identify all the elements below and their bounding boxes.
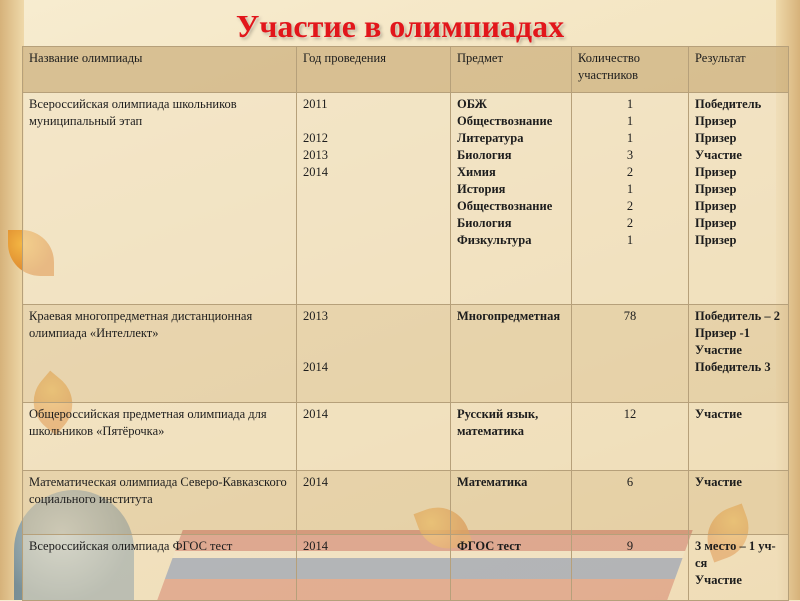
participants-cell: [572, 403, 689, 471]
subject-cell: [451, 93, 572, 305]
olympiad-name-cell: Общероссийская предметная олимпиада для школьников «Пятёрочка»: [23, 403, 297, 471]
column-header: Год проведения: [297, 47, 451, 93]
table-row: [23, 305, 789, 403]
year-cell: [297, 403, 451, 471]
year-value: 2014: [303, 407, 328, 421]
participants-value: 1: [626, 182, 634, 196]
olympiad-name-cell: Математическая олимпиада Северо-Кавказского социального института: [23, 471, 297, 535]
year-value: [303, 342, 444, 359]
olympiad-table: [22, 46, 789, 601]
result-value: Призер: [695, 233, 737, 247]
participants-value: 12: [623, 407, 637, 421]
participants-cell: [572, 93, 689, 305]
year-value: 2013: [303, 309, 328, 323]
participants-value: 3: [626, 148, 634, 162]
result-cell: [689, 403, 789, 471]
year-value: 2013: [303, 148, 328, 162]
subject-value: Биология: [457, 216, 512, 230]
result-cell: [689, 471, 789, 535]
olympiad-name-cell: Краевая многопредметная дистанционная олимпиада «Интеллект»: [23, 305, 297, 403]
subject-value: Литература: [457, 131, 524, 145]
result-value: Победитель – 2: [695, 309, 781, 323]
subject-value: Математика: [457, 475, 528, 489]
year-cell: [297, 93, 451, 305]
result-value: Призер: [695, 131, 737, 145]
year-value: 2014: [303, 165, 328, 179]
subject-value: ОБЖ: [457, 97, 488, 111]
result-value: Призер: [695, 199, 737, 213]
subject-cell: [451, 305, 572, 403]
table-row: [23, 93, 789, 305]
subject-value: Русский язык, математика: [457, 407, 539, 438]
subject-value: Обществознание: [457, 114, 553, 128]
subject-value: История: [457, 182, 506, 196]
year-cell: [297, 535, 451, 601]
result-value: Победитель 3: [695, 360, 771, 374]
participants-value: 6: [626, 475, 634, 489]
column-header: Количество участников: [572, 47, 689, 93]
result-value: Участие: [695, 343, 742, 357]
result-cell: [689, 93, 789, 305]
table-header-row: [23, 47, 789, 93]
subject-cell: [451, 471, 572, 535]
result-value: Призер: [695, 114, 737, 128]
subject-cell: [451, 403, 572, 471]
participants-value: 2: [626, 216, 634, 230]
participants-value: 2: [626, 199, 634, 213]
subject-value: Многопредметная: [457, 309, 561, 323]
result-value: Участие: [695, 475, 742, 489]
result-value: 3 место – 1 уч-ся: [695, 539, 776, 570]
column-header: Предмет: [451, 47, 572, 93]
participants-value: 2: [626, 165, 634, 179]
year-value: 2011: [303, 97, 328, 111]
page-title: Участие в олимпиадах: [235, 8, 565, 44]
subject-value: Физкультура: [457, 233, 532, 247]
year-cell: [297, 305, 451, 403]
year-value: 2012: [303, 131, 328, 145]
year-value: [303, 325, 444, 342]
subject-value: Химия: [457, 165, 496, 179]
olympiad-name-cell: Всероссийская олимпиада школьников муниципальный этап: [23, 93, 297, 305]
participants-value: 1: [626, 233, 634, 247]
frame-left: [0, 0, 24, 600]
column-header: Название олимпиады: [23, 47, 297, 93]
result-value: Участие: [695, 407, 742, 421]
subject-value: Биология: [457, 148, 512, 162]
participants-value: 1: [626, 114, 634, 128]
result-cell: [689, 305, 789, 403]
result-value: Участие: [695, 148, 742, 162]
participants-value: 1: [626, 131, 634, 145]
participants-cell: [572, 535, 689, 601]
result-value: Призер: [695, 165, 737, 179]
year-cell: [297, 471, 451, 535]
participants-value: 9: [626, 539, 634, 553]
column-header: Результат: [689, 47, 789, 93]
result-value: Победитель: [695, 97, 762, 111]
participants-value: 78: [623, 309, 637, 323]
subject-cell: [451, 535, 572, 601]
result-value: Призер: [695, 182, 737, 196]
table-row: [23, 403, 789, 471]
olympiad-name-cell: Всероссийская олимпиада ФГОС тест: [23, 535, 297, 601]
subject-value: Обществознание: [457, 199, 553, 213]
year-value: [303, 113, 444, 130]
participants-value: 1: [626, 97, 634, 111]
result-value: Призер: [695, 216, 737, 230]
result-cell: [689, 535, 789, 601]
year-value: 2014: [303, 475, 328, 489]
year-value: 2014: [303, 539, 328, 553]
result-value: Призер -1: [695, 326, 750, 340]
result-value: Участие: [695, 573, 742, 587]
participants-cell: [572, 305, 689, 403]
table-row: [23, 535, 789, 601]
participants-cell: [572, 471, 689, 535]
year-value: 2014: [303, 360, 328, 374]
subject-value: ФГОС тест: [457, 539, 521, 553]
table-row: [23, 471, 789, 535]
